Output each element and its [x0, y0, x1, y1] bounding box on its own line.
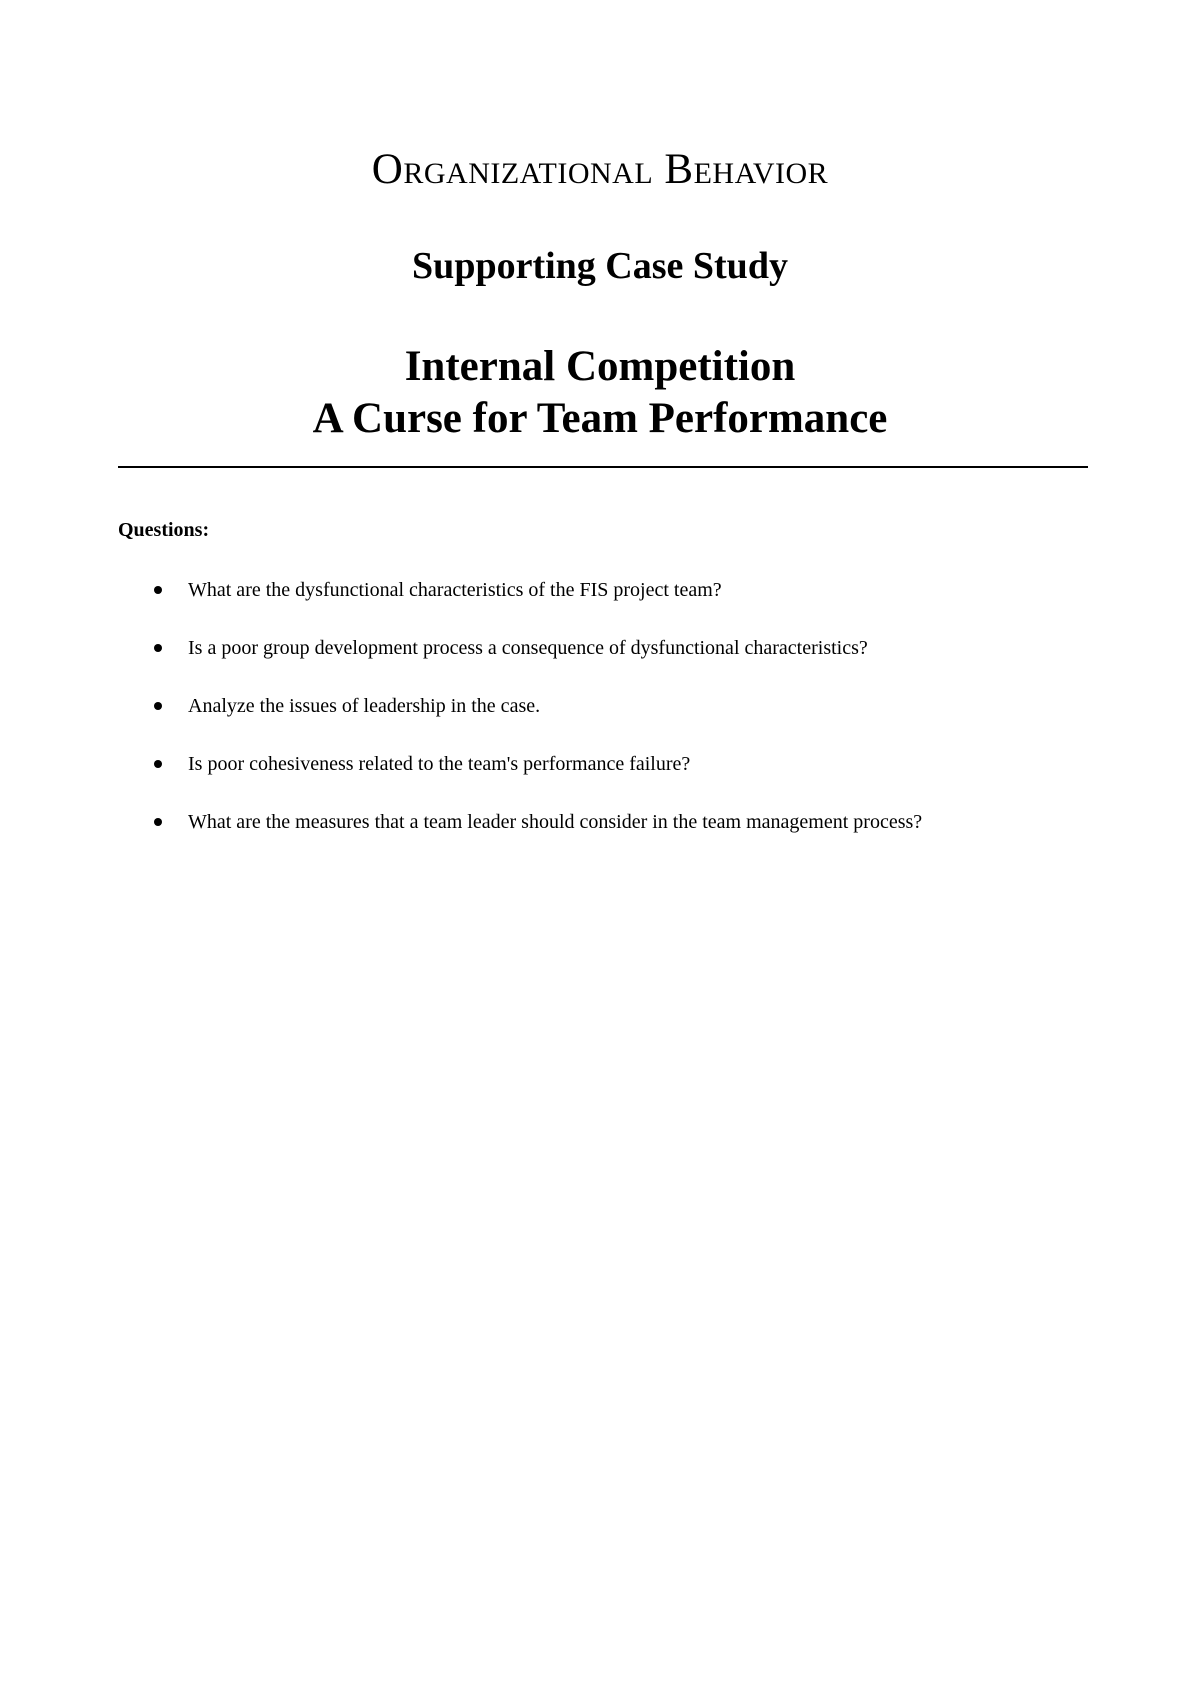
- question-item: [118, 578, 1118, 636]
- bullet-icon: [154, 818, 162, 826]
- question-text: Is a poor group development process a consequence of dysfunctional characteristics?: [188, 637, 868, 659]
- questions-heading: Questions:: [118, 519, 210, 541]
- question-list: [118, 578, 1118, 868]
- question-item: [118, 636, 1118, 694]
- subtitle: Supporting Case Study: [412, 245, 788, 287]
- question-text: Analyze the issues of leadership in the case.: [188, 695, 541, 717]
- case-title-line-2: A Curse for Team Performance: [312, 395, 888, 442]
- bullet-icon: [154, 702, 162, 710]
- bullet-icon: [154, 760, 162, 768]
- bullet-icon: [154, 644, 162, 652]
- course-title: Organizational Behavior: [371, 146, 829, 193]
- question-text: Is poor cohesiveness related to the team's performance failure?: [188, 753, 691, 775]
- question-text: What are the dysfunctional characteristics of the FIS project team?: [188, 579, 722, 601]
- case-title-line-1: Internal Competition: [404, 343, 796, 390]
- question-item: [118, 752, 1118, 810]
- question-text: What are the measures that a team leader should consider in the team management process?: [188, 811, 923, 833]
- question-item: [118, 694, 1118, 752]
- case-title: [0, 341, 1200, 445]
- bullet-icon: [154, 586, 162, 594]
- question-item: [118, 810, 1118, 868]
- horizontal-divider: [118, 466, 1088, 468]
